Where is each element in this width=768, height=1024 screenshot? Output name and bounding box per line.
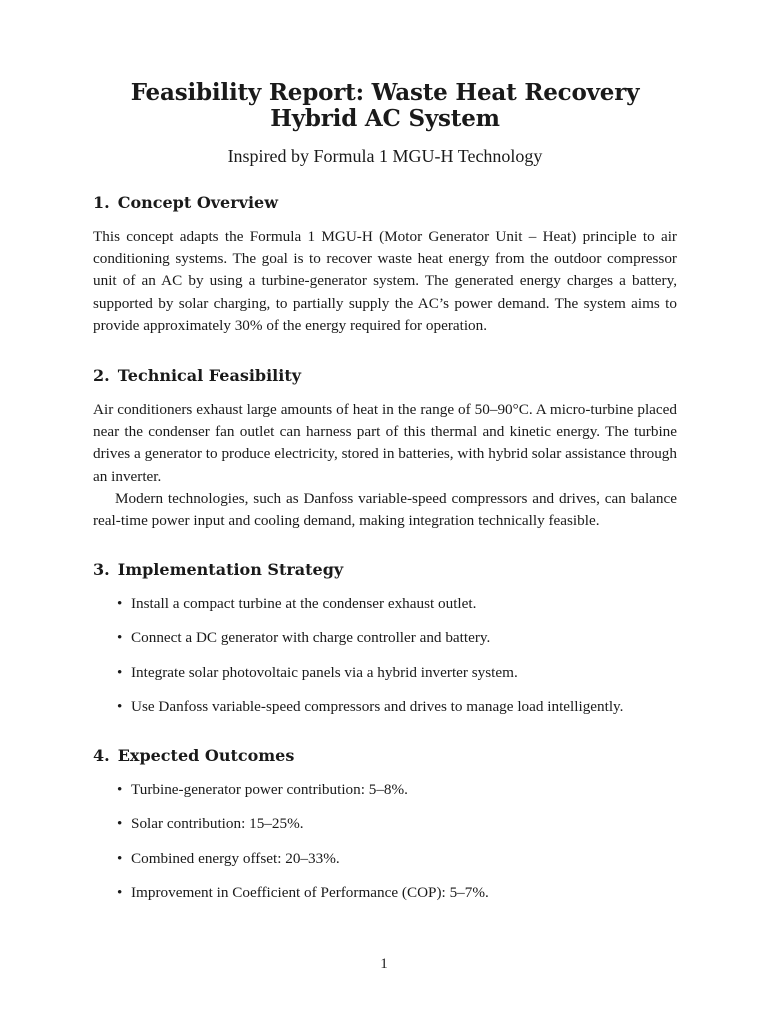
- bullet-icon: •: [117, 663, 123, 681]
- section-number: 1.: [93, 193, 110, 212]
- list-item: [117, 882, 677, 904]
- document-title: [93, 80, 677, 132]
- bullet-list: [93, 779, 677, 904]
- section-heading: [93, 366, 677, 385]
- paragraph: Air conditioners exhaust large amounts of heat in the range of 50–90°C. A micro-turbine placed near the condenser fan outlet can harness part of this thermal and kinetic energy. The turbine drives a generator to produce electricity, stored in batteries, with hybrid solar assistance through an inverter.: [93, 401, 677, 485]
- section-number: 4.: [93, 746, 110, 765]
- bullet-icon: •: [117, 629, 123, 647]
- list-item: [117, 593, 677, 615]
- list-item: [117, 779, 677, 801]
- list-item-text: Install a compact turbine at the condenser exhaust outlet.: [131, 595, 477, 612]
- section-technical-feasibility: [93, 366, 677, 532]
- section-title: Concept Overview: [117, 193, 278, 212]
- section-heading: [93, 193, 677, 212]
- section-title: Expected Outcomes: [117, 746, 295, 765]
- document-page: [93, 79, 677, 902]
- section-number: 3.: [93, 560, 110, 579]
- paragraph: Modern technologies, such as Danfoss variable-speed compressors and drives, can balance real-time power input and cooling demand, making integration technically feasible.: [93, 489, 677, 530]
- section-title: Implementation Strategy: [117, 560, 344, 579]
- list-item-text: Use Danfoss variable-speed compressors and drives to manage load intelligently.: [131, 698, 624, 716]
- list-item-text: Integrate solar photovoltaic panels via a hybrid inverter system.: [131, 663, 518, 681]
- bullet-icon: •: [117, 815, 123, 833]
- section-concept-overview: [93, 193, 677, 337]
- list-item: [117, 662, 677, 684]
- bullet-icon: •: [117, 698, 123, 716]
- section-number: 2.: [93, 366, 110, 385]
- list-item: [117, 813, 677, 835]
- bullet-icon: •: [117, 849, 123, 867]
- list-item: [117, 696, 677, 718]
- list-item-text: Improvement in Coefficient of Performance (COP): 5–7%.: [131, 884, 489, 902]
- paragraph: This concept adapts the Formula 1 MGU-H (Motor Generator Unit – Heat) principle to air conditioning systems. The goal is to recover waste heat energy from the outdoor compressor unit of an AC by using a turbine-generator system. The generated energy charges a battery, supported by solar charging, to partially supply the AC’s power demand. The system aims to provide approximately 30% of the energy required for operation.: [93, 228, 677, 334]
- bullet-icon: •: [117, 884, 123, 902]
- list-item-text: Turbine-generator power contribution: 5–8%.: [131, 781, 408, 798]
- title-line-2: Hybrid AC System: [270, 105, 500, 132]
- list-item-text: Combined energy offset: 20–33%.: [131, 849, 340, 867]
- section-title: Technical Feasibility: [117, 366, 302, 385]
- list-item: [117, 627, 677, 649]
- section-implementation-strategy: [93, 560, 677, 731]
- title-line-1: Feasibility Report: Waste Heat Recovery: [130, 79, 640, 106]
- document-subtitle: Inspired by Formula 1 MGU-H Technology: [227, 146, 543, 166]
- page-number: 1: [380, 956, 388, 972]
- list-item: [117, 848, 677, 870]
- list-item-text: Connect a DC generator with charge controller and battery.: [131, 629, 491, 647]
- bullet-icon: •: [117, 595, 123, 612]
- section-heading: [93, 560, 677, 579]
- bullet-icon: •: [117, 781, 123, 798]
- bullet-list: [93, 593, 677, 718]
- section-heading: [93, 746, 677, 765]
- list-item-text: Solar contribution: 15–25%.: [131, 815, 304, 833]
- section-expected-outcomes: [93, 746, 677, 917]
